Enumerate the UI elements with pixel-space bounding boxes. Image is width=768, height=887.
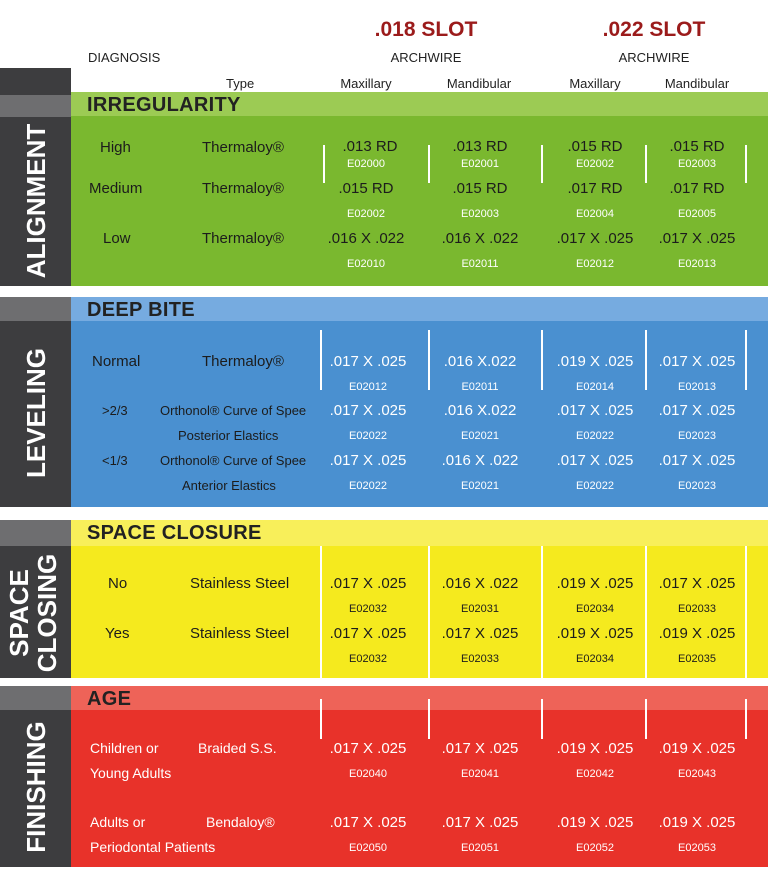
code-cell: E02032 — [349, 603, 387, 615]
value-cell: .017 X .025 — [658, 452, 736, 469]
code-cell: E02022 — [349, 430, 387, 442]
type-cell: Thermaloy® — [202, 230, 284, 247]
diagnosis-cell: Adults or — [90, 814, 146, 830]
code-cell: E02013 — [678, 381, 716, 393]
diagnosis-header: DIAGNOSIS — [88, 50, 161, 65]
code-cell: E02004 — [576, 208, 614, 220]
code-cell: E02050 — [349, 842, 387, 854]
value-cell: .019 X .025 — [556, 575, 634, 592]
value-cell: .017 RD — [669, 180, 725, 197]
value-cell: .017 RD — [567, 180, 623, 197]
diagnosis-cell-secondary: Periodontal Patients — [90, 839, 216, 855]
value-cell: .017 X .025 — [329, 575, 407, 592]
side-label-closing: CLOSING — [32, 553, 62, 673]
value-cell: .017 X .025 — [441, 814, 519, 831]
archwire-018-label: ARCHWIRE — [390, 50, 462, 65]
value-cell: .019 X .025 — [658, 625, 736, 642]
value-cell: .016 X .022 — [441, 230, 519, 247]
code-cell: E02014 — [576, 381, 614, 393]
type-cell: Thermaloy® — [202, 353, 284, 370]
archwire-022-label: ARCHWIRE — [618, 50, 690, 65]
type-cell: Stainless Steel — [190, 575, 290, 592]
diagnosis-cell: >2/3 — [102, 403, 128, 418]
divider — [541, 546, 543, 678]
code-cell: E02011 — [461, 381, 499, 393]
code-cell: E02002 — [347, 208, 385, 220]
code-cell: E02012 — [349, 381, 387, 393]
code-cell: E02051 — [461, 842, 499, 854]
value-cell: .017 X .025 — [556, 402, 634, 419]
value-cell: .016 X .022 — [327, 230, 405, 247]
age-title-bar — [71, 686, 768, 710]
value-cell: .017 X .025 — [329, 353, 407, 370]
code-cell: E02041 — [461, 768, 499, 780]
code-cell: E02053 — [678, 842, 716, 854]
code-cell: E02021 — [461, 430, 499, 442]
diagnosis-cell: Yes — [105, 625, 130, 642]
value-cell: .017 X .025 — [556, 230, 634, 247]
code-cell: E02034 — [576, 603, 614, 615]
value-cell: .019 X .025 — [556, 814, 634, 831]
value-cell: .017 X .025 — [329, 814, 407, 831]
code-cell: E02032 — [349, 653, 387, 665]
value-cell: .017 X .025 — [658, 230, 736, 247]
value-cell: .019 X .025 — [556, 353, 634, 370]
code-cell: E02035 — [678, 653, 716, 665]
value-cell: .019 X .025 — [658, 814, 736, 831]
code-cell: E02052 — [576, 842, 614, 854]
type-cell: Thermaloy® — [202, 139, 284, 156]
side-label-alignment: ALIGNMENT — [21, 123, 51, 279]
diagnosis-cell: Children or — [90, 740, 159, 756]
divider — [645, 699, 647, 739]
deep-bite-title: DEEP BITE — [87, 299, 195, 321]
code-cell: E02010 — [347, 258, 385, 270]
code-cell: E02001 — [461, 158, 499, 170]
type-cell: Braided S.S. — [198, 740, 277, 756]
value-cell: .015 RD — [452, 180, 508, 197]
side-label-leveling: LEVELING — [21, 348, 51, 479]
value-cell: .019 X .025 — [658, 740, 736, 757]
value-cell: .016 X.022 — [443, 402, 517, 419]
divider — [745, 699, 747, 739]
age-title: AGE — [87, 688, 132, 710]
code-cell: E02033 — [461, 653, 499, 665]
diagnosis-cell: Medium — [89, 180, 143, 197]
maxillary-018-header: Maxillary — [340, 76, 392, 91]
maxillary-022-header: Maxillary — [569, 76, 621, 91]
type-cell: Thermaloy® — [202, 180, 284, 197]
type-cell-secondary: Anterior Elastics — [182, 478, 276, 493]
code-cell: E02023 — [678, 430, 716, 442]
value-cell: .017 X .025 — [329, 452, 407, 469]
code-cell: E02042 — [576, 768, 614, 780]
code-cell: E02022 — [576, 480, 614, 492]
value-cell: .017 X .025 — [658, 353, 736, 370]
irregularity-title: IRREGULARITY — [87, 94, 241, 116]
value-cell: .016 X.022 — [443, 353, 517, 370]
type-cell-secondary: Posterior Elastics — [178, 428, 279, 443]
type-cell: Orthonol® Curve of Spee — [160, 403, 307, 418]
value-cell: .017 X .025 — [441, 740, 519, 757]
value-cell: .019 X .025 — [556, 625, 634, 642]
value-cell: .015 RD — [338, 180, 394, 197]
code-cell: E02031 — [461, 603, 499, 615]
code-cell: E02000 — [347, 158, 385, 170]
type-cell: Bendaloy® — [206, 814, 275, 830]
value-cell: .016 X .022 — [441, 575, 519, 592]
side-label-finishing: FINISHING — [21, 721, 51, 853]
code-cell: E02033 — [678, 603, 716, 615]
code-cell: E02012 — [576, 258, 614, 270]
value-cell: .013 RD — [452, 138, 508, 155]
code-cell: E02011 — [461, 258, 499, 270]
value-cell: .015 RD — [669, 138, 725, 155]
code-cell: E02002 — [576, 158, 614, 170]
code-cell: E02021 — [461, 480, 499, 492]
value-cell: .017 X .025 — [329, 625, 407, 642]
value-cell: .017 X .025 — [658, 575, 736, 592]
value-cell: .017 X .025 — [329, 740, 407, 757]
value-cell: .016 X .022 — [441, 452, 519, 469]
type-cell: Orthonol® Curve of Spee — [160, 453, 307, 468]
code-cell: E02013 — [678, 258, 716, 270]
mandibular-018-header: Mandibular — [446, 76, 512, 91]
value-cell: .017 X .025 — [658, 402, 736, 419]
diagnosis-cell: Low — [103, 230, 131, 247]
diagnosis-cell: No — [108, 575, 128, 592]
code-cell: E02040 — [349, 768, 387, 780]
code-cell: E02022 — [576, 430, 614, 442]
code-cell: E02043 — [678, 768, 716, 780]
value-cell: .017 X .025 — [556, 452, 634, 469]
divider — [541, 699, 543, 739]
slot-018-title: .018 SLOT — [374, 18, 478, 41]
value-cell: .019 X .025 — [556, 740, 634, 757]
diagnosis-cell: <1/3 — [102, 453, 128, 468]
space-closure-title: SPACE CLOSURE — [87, 522, 262, 544]
type-header: Type — [226, 76, 255, 91]
code-cell: E02034 — [576, 653, 614, 665]
value-cell: .017 X .025 — [329, 402, 407, 419]
mandibular-022-header: Mandibular — [664, 76, 730, 91]
code-cell: E02023 — [678, 480, 716, 492]
slot-022-title: .022 SLOT — [602, 18, 706, 41]
divider — [428, 699, 430, 739]
side-label-space: SPACE — [4, 569, 34, 657]
code-cell: E02003 — [678, 158, 716, 170]
divider — [541, 145, 543, 183]
divider — [320, 699, 322, 739]
diagnosis-cell: Normal — [92, 353, 141, 370]
divider — [541, 330, 543, 390]
value-cell: .015 RD — [567, 138, 623, 155]
code-cell: E02003 — [461, 208, 499, 220]
value-cell: .017 X .025 — [441, 625, 519, 642]
diagnosis-cell: High — [100, 139, 131, 156]
type-cell: Stainless Steel — [190, 625, 290, 642]
code-cell: E02005 — [678, 208, 716, 220]
diagnosis-cell-secondary: Young Adults — [90, 765, 172, 781]
value-cell: .013 RD — [342, 138, 398, 155]
code-cell: E02022 — [349, 480, 387, 492]
